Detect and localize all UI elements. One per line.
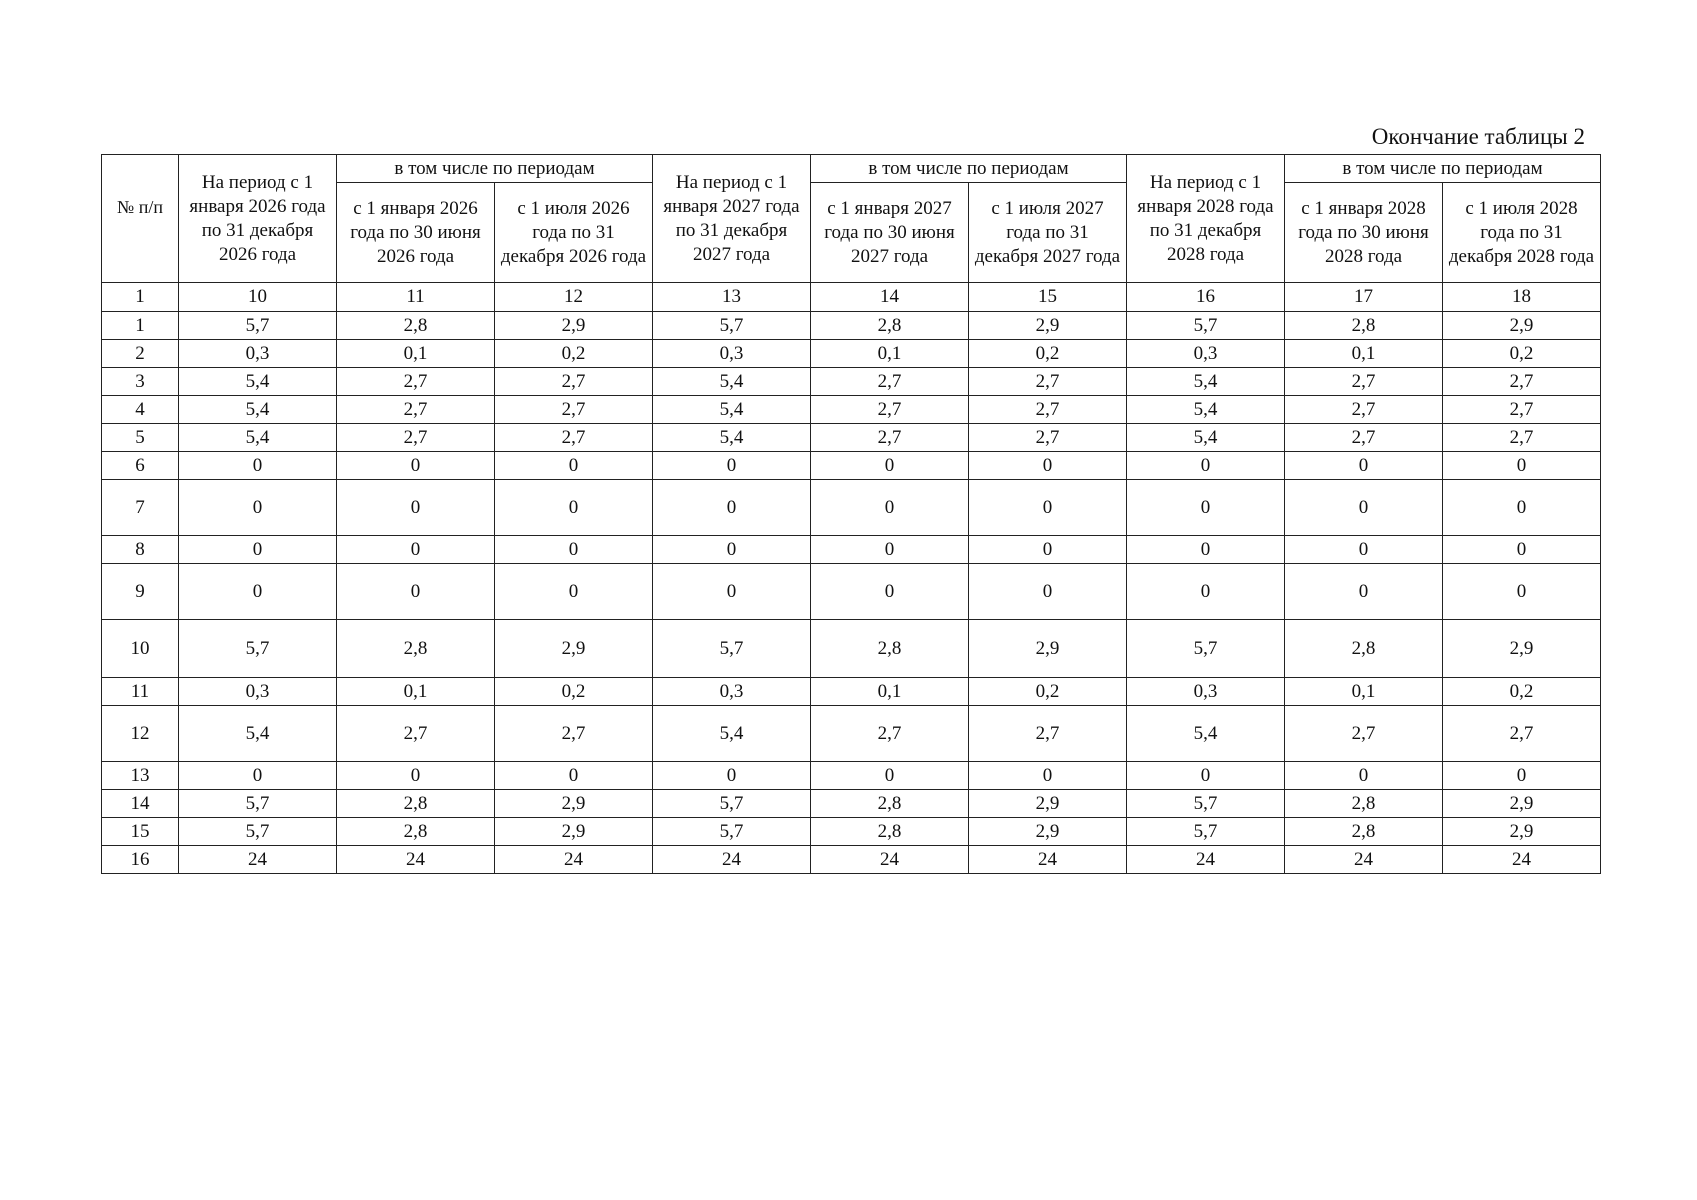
table-cell: 5,4 xyxy=(1127,368,1285,396)
header-h2-2026: с 1 июля 2026 года по 31 декабря 2026 года xyxy=(495,183,653,283)
row-number-cell: 7 xyxy=(102,480,179,536)
table-cell: 0 xyxy=(811,480,969,536)
column-number: 10 xyxy=(179,283,337,312)
table-cell: 2,9 xyxy=(969,818,1127,846)
table-cell: 0 xyxy=(969,452,1127,480)
table-cell: 2,7 xyxy=(969,396,1127,424)
header-row-top xyxy=(102,155,1601,183)
table-cell: 0 xyxy=(337,762,495,790)
table-cell: 0,3 xyxy=(1127,340,1285,368)
row-number-cell: 4 xyxy=(102,396,179,424)
header-year-2026: На период с 1 января 2026 года по 31 декабря 2026 года xyxy=(179,155,337,283)
table-cell: 0 xyxy=(1285,536,1443,564)
table-row xyxy=(102,818,1601,846)
table-cell: 2,9 xyxy=(1443,620,1601,678)
column-number: 12 xyxy=(495,283,653,312)
table-cell: 0,3 xyxy=(179,678,337,706)
header-h1-2028: с 1 января 2028 года по 30 июня 2028 года xyxy=(1285,183,1443,283)
table-cell: 5,4 xyxy=(1127,396,1285,424)
table-cell: 0,2 xyxy=(495,678,653,706)
table-cell: 2,7 xyxy=(1443,368,1601,396)
table-cell: 0 xyxy=(1127,480,1285,536)
table-row xyxy=(102,678,1601,706)
table-cell: 5,7 xyxy=(653,312,811,340)
table-cell: 0 xyxy=(653,564,811,620)
table-cell: 2,8 xyxy=(337,790,495,818)
table-cell: 5,4 xyxy=(653,368,811,396)
table-cell: 5,7 xyxy=(179,620,337,678)
table-cell: 2,8 xyxy=(1285,790,1443,818)
row-number-cell: 12 xyxy=(102,706,179,762)
table-cell: 0,3 xyxy=(1127,678,1285,706)
table-cell: 0 xyxy=(1443,564,1601,620)
table-cell: 0 xyxy=(811,762,969,790)
table-cell: 5,4 xyxy=(179,368,337,396)
table-cell: 0,1 xyxy=(337,678,495,706)
table-cell: 0 xyxy=(1127,452,1285,480)
table-cell: 0 xyxy=(1285,762,1443,790)
table-cell: 2,9 xyxy=(495,818,653,846)
table-cell: 5,4 xyxy=(179,706,337,762)
row-number-cell: 10 xyxy=(102,620,179,678)
data-table xyxy=(101,154,1601,874)
table-cell: 2,8 xyxy=(337,818,495,846)
row-number-cell: 15 xyxy=(102,818,179,846)
table-cell: 2,7 xyxy=(495,424,653,452)
table-cell: 24 xyxy=(1127,846,1285,874)
table-row xyxy=(102,706,1601,762)
table-cell: 2,9 xyxy=(1443,312,1601,340)
row-number-cell: 11 xyxy=(102,678,179,706)
table-cell: 2,7 xyxy=(969,368,1127,396)
table-cell: 0 xyxy=(811,452,969,480)
table-cell: 24 xyxy=(653,846,811,874)
table-row xyxy=(102,396,1601,424)
table-row xyxy=(102,620,1601,678)
table-cell: 5,7 xyxy=(179,312,337,340)
header-h1-2027: с 1 января 2027 года по 30 июня 2027 года xyxy=(811,183,969,283)
table-cell: 2,8 xyxy=(811,620,969,678)
row-number-cell: 16 xyxy=(102,846,179,874)
table-cell: 2,7 xyxy=(1285,396,1443,424)
header-h2-2028: с 1 июля 2028 года по 31 декабря 2028 года xyxy=(1443,183,1601,283)
column-number: 18 xyxy=(1443,283,1601,312)
table-cell: 0 xyxy=(1127,536,1285,564)
table-cell: 0 xyxy=(337,452,495,480)
table-row xyxy=(102,536,1601,564)
table-cell: 5,7 xyxy=(653,818,811,846)
table-cell: 2,8 xyxy=(811,818,969,846)
table-cell: 0,3 xyxy=(653,678,811,706)
table-row xyxy=(102,790,1601,818)
table-cell: 0,1 xyxy=(1285,678,1443,706)
table-cell: 2,7 xyxy=(495,706,653,762)
column-number: 15 xyxy=(969,283,1127,312)
table-cell: 0,1 xyxy=(811,340,969,368)
table-cell: 2,7 xyxy=(337,396,495,424)
table-cell: 5,7 xyxy=(1127,620,1285,678)
table-cell: 0,2 xyxy=(969,340,1127,368)
table-cell: 0 xyxy=(337,480,495,536)
table-cell: 24 xyxy=(495,846,653,874)
row-number-cell: 13 xyxy=(102,762,179,790)
row-number-cell: 8 xyxy=(102,536,179,564)
table-cell: 0 xyxy=(337,536,495,564)
table-cell: 2,9 xyxy=(969,312,1127,340)
table-cell: 24 xyxy=(337,846,495,874)
column-number: 17 xyxy=(1285,283,1443,312)
table-cell: 5,7 xyxy=(1127,818,1285,846)
table-row xyxy=(102,340,1601,368)
table-cell: 0,3 xyxy=(653,340,811,368)
table-cell: 5,7 xyxy=(653,790,811,818)
table-cell: 2,7 xyxy=(337,706,495,762)
table-cell: 0 xyxy=(1443,762,1601,790)
table-cell: 0,3 xyxy=(179,340,337,368)
table-cell: 0,1 xyxy=(1285,340,1443,368)
table-cell: 24 xyxy=(179,846,337,874)
table-cell: 24 xyxy=(1285,846,1443,874)
table-cell: 0 xyxy=(495,536,653,564)
table-cell: 2,7 xyxy=(1285,706,1443,762)
table-cell: 0 xyxy=(653,536,811,564)
column-number: 16 xyxy=(1127,283,1285,312)
table-cell: 24 xyxy=(1443,846,1601,874)
table-cell: 0 xyxy=(653,452,811,480)
table-cell: 0,2 xyxy=(969,678,1127,706)
table-row xyxy=(102,762,1601,790)
table-cell: 2,9 xyxy=(969,620,1127,678)
table-cell: 0 xyxy=(1285,480,1443,536)
table-cell: 2,7 xyxy=(495,396,653,424)
table-cell: 0 xyxy=(1285,452,1443,480)
table-cell: 2,7 xyxy=(811,396,969,424)
table-cell: 2,7 xyxy=(969,706,1127,762)
table-cell: 2,9 xyxy=(1443,790,1601,818)
table-cell: 0 xyxy=(811,536,969,564)
table-cell: 24 xyxy=(811,846,969,874)
table-cell: 2,7 xyxy=(1285,424,1443,452)
column-number: 13 xyxy=(653,283,811,312)
table-cell: 0 xyxy=(969,762,1127,790)
table-cell: 5,4 xyxy=(653,396,811,424)
table-cell: 5,4 xyxy=(653,424,811,452)
table-cell: 5,7 xyxy=(653,620,811,678)
header-h2-2027: с 1 июля 2027 года по 31 декабря 2027 года xyxy=(969,183,1127,283)
header-group-2028: в том числе по периодам xyxy=(1285,155,1601,183)
table-cell: 2,7 xyxy=(811,706,969,762)
table-cell: 2,9 xyxy=(495,790,653,818)
row-number-cell: 5 xyxy=(102,424,179,452)
table-row xyxy=(102,312,1601,340)
table-cell: 2,8 xyxy=(337,312,495,340)
table-cell: 2,7 xyxy=(495,368,653,396)
table-caption: Окончание таблицы 2 xyxy=(1371,124,1585,149)
row-number-cell: 3 xyxy=(102,368,179,396)
table-cell: 0 xyxy=(179,564,337,620)
column-number: 1 xyxy=(102,283,179,312)
table-cell: 5,4 xyxy=(179,396,337,424)
table-row xyxy=(102,480,1601,536)
table-cell: 24 xyxy=(969,846,1127,874)
table-row xyxy=(102,368,1601,396)
table-cell: 0 xyxy=(653,480,811,536)
table-cell: 0 xyxy=(495,762,653,790)
table-cell: 2,7 xyxy=(1443,424,1601,452)
table-cell: 5,7 xyxy=(179,790,337,818)
table-row xyxy=(102,424,1601,452)
header-group-2027: в том числе по периодам xyxy=(811,155,1127,183)
table-cell: 2,8 xyxy=(337,620,495,678)
table-cell: 0 xyxy=(179,480,337,536)
table-cell: 2,7 xyxy=(969,424,1127,452)
table-cell: 5,4 xyxy=(1127,424,1285,452)
table-cell: 0 xyxy=(495,564,653,620)
table-cell: 5,7 xyxy=(1127,790,1285,818)
header-num: № п/п xyxy=(102,155,179,283)
row-number-cell: 14 xyxy=(102,790,179,818)
column-number: 14 xyxy=(811,283,969,312)
row-number-cell: 6 xyxy=(102,452,179,480)
header-year-2027: На период с 1 января 2027 года по 31 декабря 2027 года xyxy=(653,155,811,283)
table-cell: 0,1 xyxy=(337,340,495,368)
table-cell: 2,7 xyxy=(1285,368,1443,396)
table-cell: 2,7 xyxy=(1443,706,1601,762)
table-cell: 0 xyxy=(969,480,1127,536)
table-cell: 2,7 xyxy=(1443,396,1601,424)
row-number-cell: 9 xyxy=(102,564,179,620)
table-cell: 0 xyxy=(1443,480,1601,536)
table-cell: 2,9 xyxy=(495,620,653,678)
table-cell: 0 xyxy=(811,564,969,620)
table-row xyxy=(102,564,1601,620)
table-cell: 2,8 xyxy=(811,790,969,818)
table-cell: 0 xyxy=(337,564,495,620)
row-number-cell: 2 xyxy=(102,340,179,368)
table-cell: 0 xyxy=(495,452,653,480)
header-year-2028: На период с 1 января 2028 года по 31 декабря 2028 года xyxy=(1127,155,1285,283)
table-cell: 0 xyxy=(179,536,337,564)
table-cell: 5,4 xyxy=(653,706,811,762)
table-cell: 2,9 xyxy=(1443,818,1601,846)
header-h1-2026: с 1 января 2026 года по 30 июня 2026 года xyxy=(337,183,495,283)
table-cell: 5,7 xyxy=(179,818,337,846)
table-cell: 0,2 xyxy=(495,340,653,368)
table-cell: 2,8 xyxy=(1285,818,1443,846)
table-cell: 2,7 xyxy=(811,424,969,452)
table-cell: 0,2 xyxy=(1443,340,1601,368)
table-cell: 0 xyxy=(179,762,337,790)
column-numbers-row xyxy=(102,283,1601,312)
table-cell: 0 xyxy=(969,564,1127,620)
table-cell: 2,8 xyxy=(1285,312,1443,340)
table-cell: 0 xyxy=(1443,536,1601,564)
table-cell: 2,9 xyxy=(969,790,1127,818)
table-cell: 0 xyxy=(1127,762,1285,790)
table-cell: 0 xyxy=(495,480,653,536)
table-cell: 2,7 xyxy=(337,368,495,396)
table-cell: 0 xyxy=(653,762,811,790)
table-row xyxy=(102,452,1601,480)
table-cell: 2,8 xyxy=(811,312,969,340)
table-cell: 0 xyxy=(969,536,1127,564)
column-number: 11 xyxy=(337,283,495,312)
table-cell: 0 xyxy=(1285,564,1443,620)
table-cell: 0 xyxy=(179,452,337,480)
table-cell: 5,7 xyxy=(1127,312,1285,340)
header-group-2026: в том числе по периодам xyxy=(337,155,653,183)
table-cell: 5,4 xyxy=(179,424,337,452)
table-cell: 2,9 xyxy=(495,312,653,340)
table-cell: 0,1 xyxy=(811,678,969,706)
table-cell: 2,7 xyxy=(337,424,495,452)
table-body xyxy=(102,312,1601,874)
table-cell: 2,8 xyxy=(1285,620,1443,678)
table-cell: 0 xyxy=(1443,452,1601,480)
table-cell: 0,2 xyxy=(1443,678,1601,706)
row-number-cell: 1 xyxy=(102,312,179,340)
table-cell: 5,4 xyxy=(1127,706,1285,762)
table-cell: 2,7 xyxy=(811,368,969,396)
table-cell: 0 xyxy=(1127,564,1285,620)
table-row xyxy=(102,846,1601,874)
